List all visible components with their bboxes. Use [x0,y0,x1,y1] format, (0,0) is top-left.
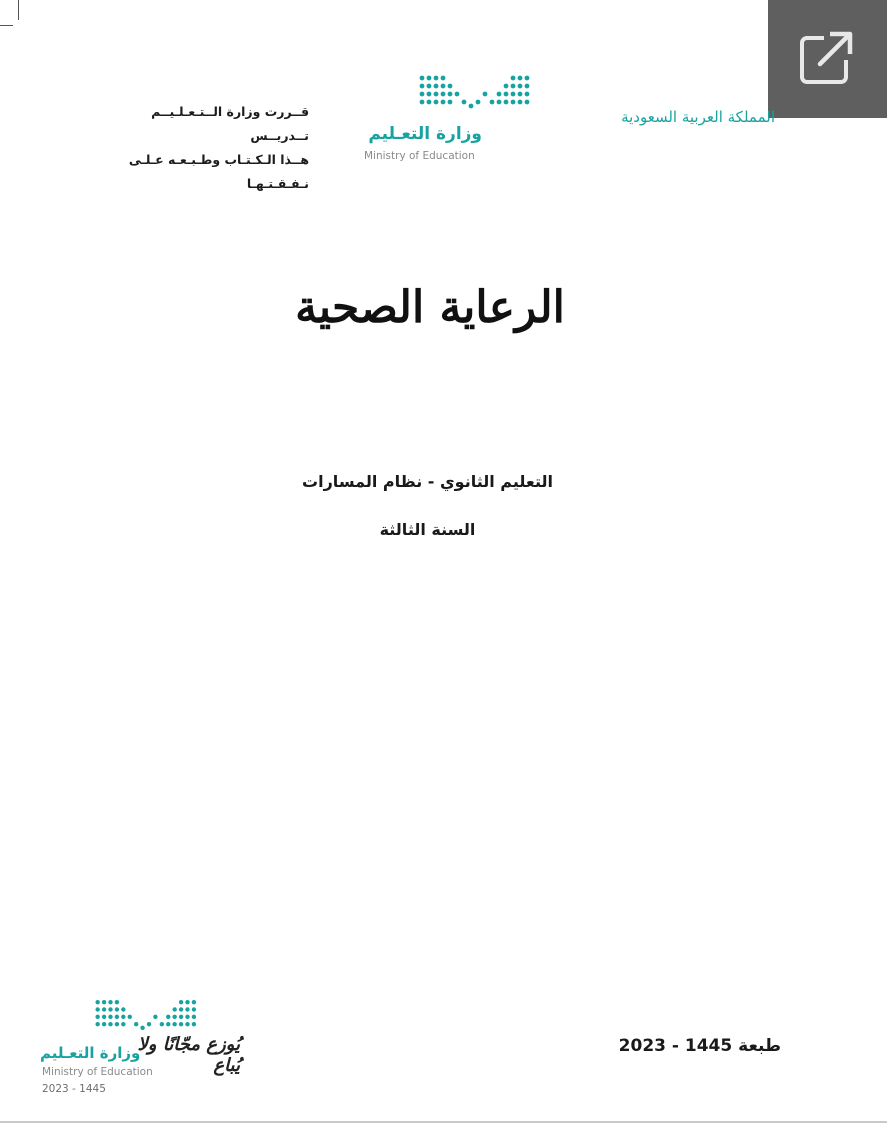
free-distribution-note: يُوزع مجّانًا ولا يُباع [137,1034,240,1076]
ministry-logo [360,74,540,169]
ministry-name-arabic-footer: وزارة التعـليم [40,1044,141,1062]
ministry-logo-icon [94,998,204,1032]
approval-statement [89,100,309,196]
footer-year: 2023 - 1445 [42,1083,106,1095]
open-external-button[interactable] [768,0,887,118]
approval-line-1: قــررت وزارة الــتـعـلـيــم تــدريــس [151,104,309,143]
ministry-name-english: Ministry of Education [364,150,475,162]
kingdom-name: المملكة العربية السعودية [621,108,775,126]
approval-line-2: هــذا الـكـتـاب وطـبـعـه عـلـى نـفـقـتـهـا [128,152,309,191]
edition-label: طبعة 1445 - 2023 [618,1036,781,1056]
book-title: الرعاية الصحية [295,282,565,333]
ministry-name-arabic: وزارة التعـليم [368,124,482,144]
ministry-name-english-footer: Ministry of Education [42,1066,153,1078]
book-subtitle: التعليم الثانوي - نظام المسارات [302,472,553,491]
crop-mark-left-horizontal [0,25,13,26]
grade-level: السنة الثالثة [379,520,476,539]
ministry-logo-icon [418,74,538,110]
ministry-logo-footer [40,998,250,1103]
open-external-icon [798,28,856,86]
crop-mark-left-vertical [18,0,19,20]
